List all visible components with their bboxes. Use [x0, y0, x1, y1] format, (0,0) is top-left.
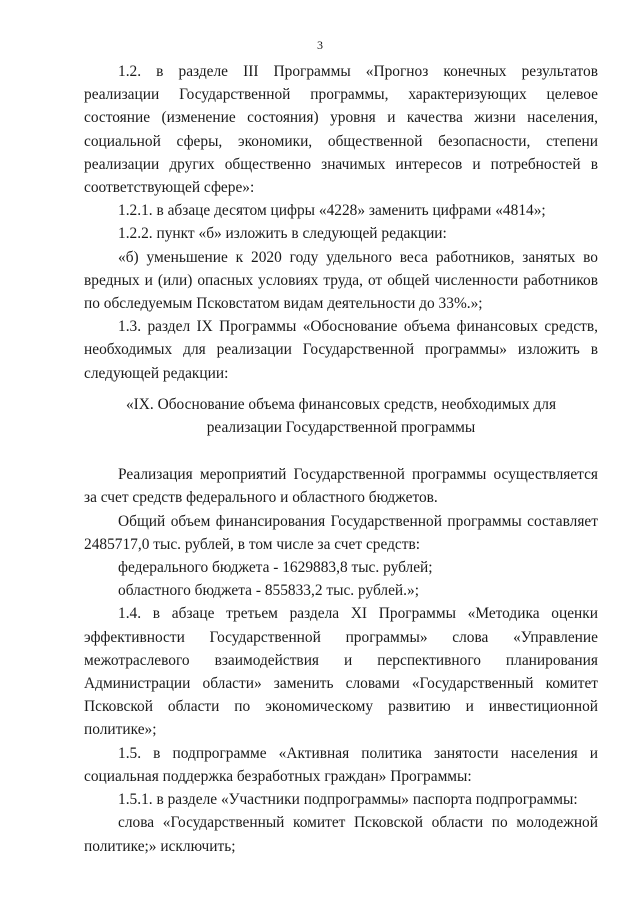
- paragraph-1-3: 1.3. раздел IX Программы «Обоснование объема финансовых средств, необходимых для реализации Государственной программы» изложить в следующей редакции:: [84, 318, 598, 382]
- document-body: [84, 60, 598, 858]
- paragraph-1-5-1: 1.5.1. в разделе «Участники подпрограммы» паспорта подпрограммы:: [118, 791, 578, 809]
- section-heading-line-1: «IX. Обоснование объема финансовых средств, необходимых для: [125, 395, 557, 413]
- paragraph-total-funding: Общий объем финансирования Государственной программы составляет 2485717,0 тыс. рублей, в том числе за счет средств:: [84, 512, 598, 553]
- paragraph-1-2-1: 1.2.1. в абзаце десятом цифры «4228» заменить цифрами «4814»;: [118, 202, 546, 220]
- paragraph-realization: Реализация мероприятий Государственной программы осуществляется за счет средств федерального и областного бюджетов.: [84, 466, 598, 507]
- paragraph-1-2-2: 1.2.2. пункт «б» изложить в следующей редакции:: [118, 225, 447, 243]
- paragraph-federal-budget: федерального бюджета - 1629883,8 тыс. рублей;: [118, 559, 433, 577]
- page-number: 3: [317, 38, 323, 52]
- paragraph-regional-budget: областного бюджета - 855833,2 тыс. рублей.»;: [118, 582, 419, 600]
- section-heading-line-2: реализации Государственной программы: [206, 419, 476, 437]
- paragraph-1-4: 1.4. в абзаце третьем раздела XI Программы «Методика оценки эффективности Государственной программы» слова «Управление межотраслевого взаимодействия и перспективного планирования Администрации области» заменить словами «Государственный комитет Псковской области по экономическому развитию и инвестиционной политике»;: [84, 605, 598, 739]
- paragraph-1-2: 1.2. в разделе III Программы «Прогноз конечных результатов реализации Государственной программы, характеризующих целевое состояние (изменение состояния) уровня и качества жизни населения, социальной сферы, экономики, общественной безопасности, степени реализации других общественно значимых интересов и потребностей в соответствующей сфере»:: [84, 63, 598, 197]
- paragraph-b-quote: «б) уменьшение к 2020 году удельного веса работников, занятых во вредных и (или) опасных условиях труда, от общей численности работников по обследуемым Псковстатом видам деятельности до 33%.»;: [84, 248, 598, 313]
- paragraph-words-excluded: слова «Государственный комитет Псковской области по молодежной политике;» исключить;: [84, 814, 598, 855]
- paragraph-1-5: 1.5. в подпрограмме «Активная политика занятости населения и социальная поддержка безработных граждан» Программы:: [84, 744, 598, 785]
